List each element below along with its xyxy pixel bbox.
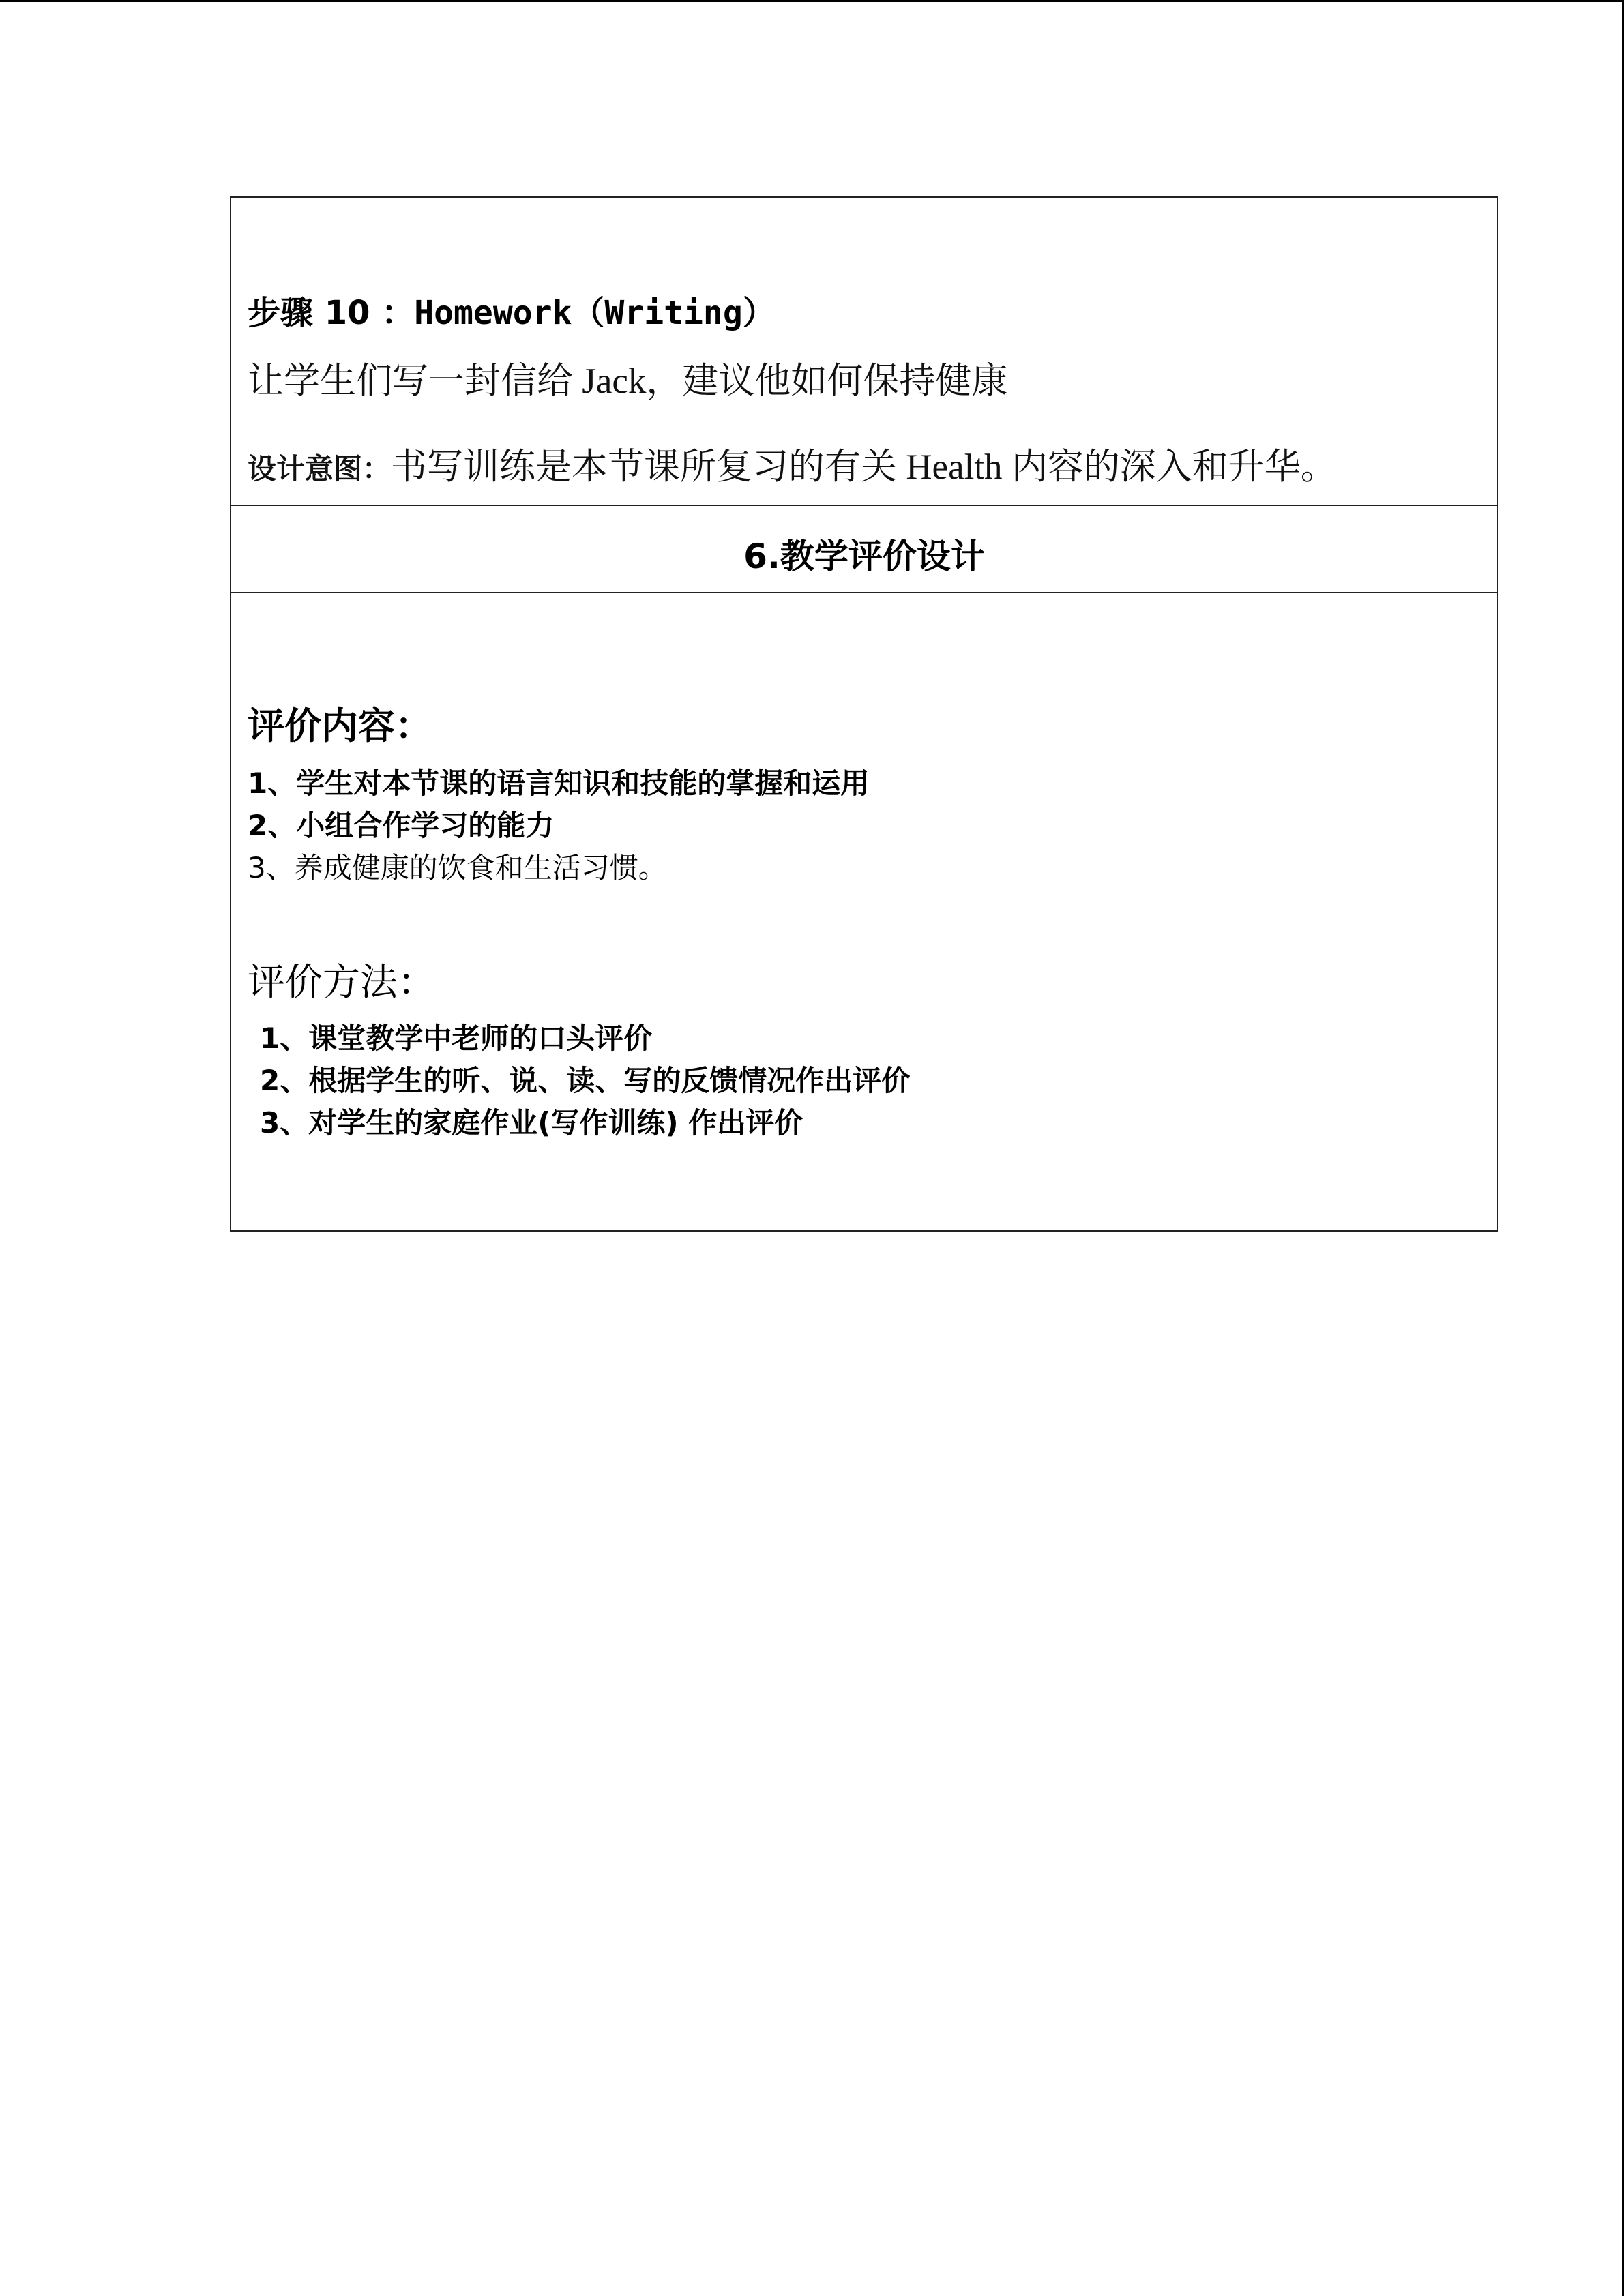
list-item: 2、根据学生的听、说、读、写的反馈情况作出评价: [260, 1064, 911, 1097]
evaluation-content-list: [248, 762, 869, 889]
step-description: 让学生们写一封信给 Jack，建议他如何保持健康: [248, 361, 1008, 401]
evaluation-content-title: 评价内容：: [248, 704, 432, 747]
page-border-top: [0, 0, 1624, 2]
evaluation-cell: [231, 593, 1497, 1230]
evaluation-method-list: [260, 1017, 910, 1144]
section-heading: 6.教学评价设计: [743, 537, 985, 576]
evaluation-method-title: 评价方法：: [248, 960, 436, 1004]
list-item: 3、养成健康的饮食和生活习惯。: [248, 851, 667, 884]
lesson-plan-table: [230, 196, 1498, 1232]
list-item: 1、学生对本节课的语言知识和技能的掌握和运用: [248, 766, 870, 800]
list-item: 2、小组合作学习的能力: [248, 809, 555, 842]
step-title-prefix: 步骤 10 ：: [248, 294, 415, 332]
design-intent-label: 设计意图：: [248, 452, 392, 486]
design-intent: [248, 438, 1337, 490]
list-item: 3、对学生的家庭作业(写作训练) 作出评价: [260, 1106, 803, 1139]
list-item: 1、课堂教学中老师的口头评价: [260, 1022, 653, 1055]
step-10-cell: [231, 198, 1497, 506]
step-title-main: Homework（Writing）: [414, 294, 776, 332]
step-title: [248, 286, 776, 333]
section-heading-cell: [231, 506, 1497, 593]
design-intent-text: 书写训练是本节课所复习的有关 Health 内容的深入和升华。: [391, 447, 1337, 487]
